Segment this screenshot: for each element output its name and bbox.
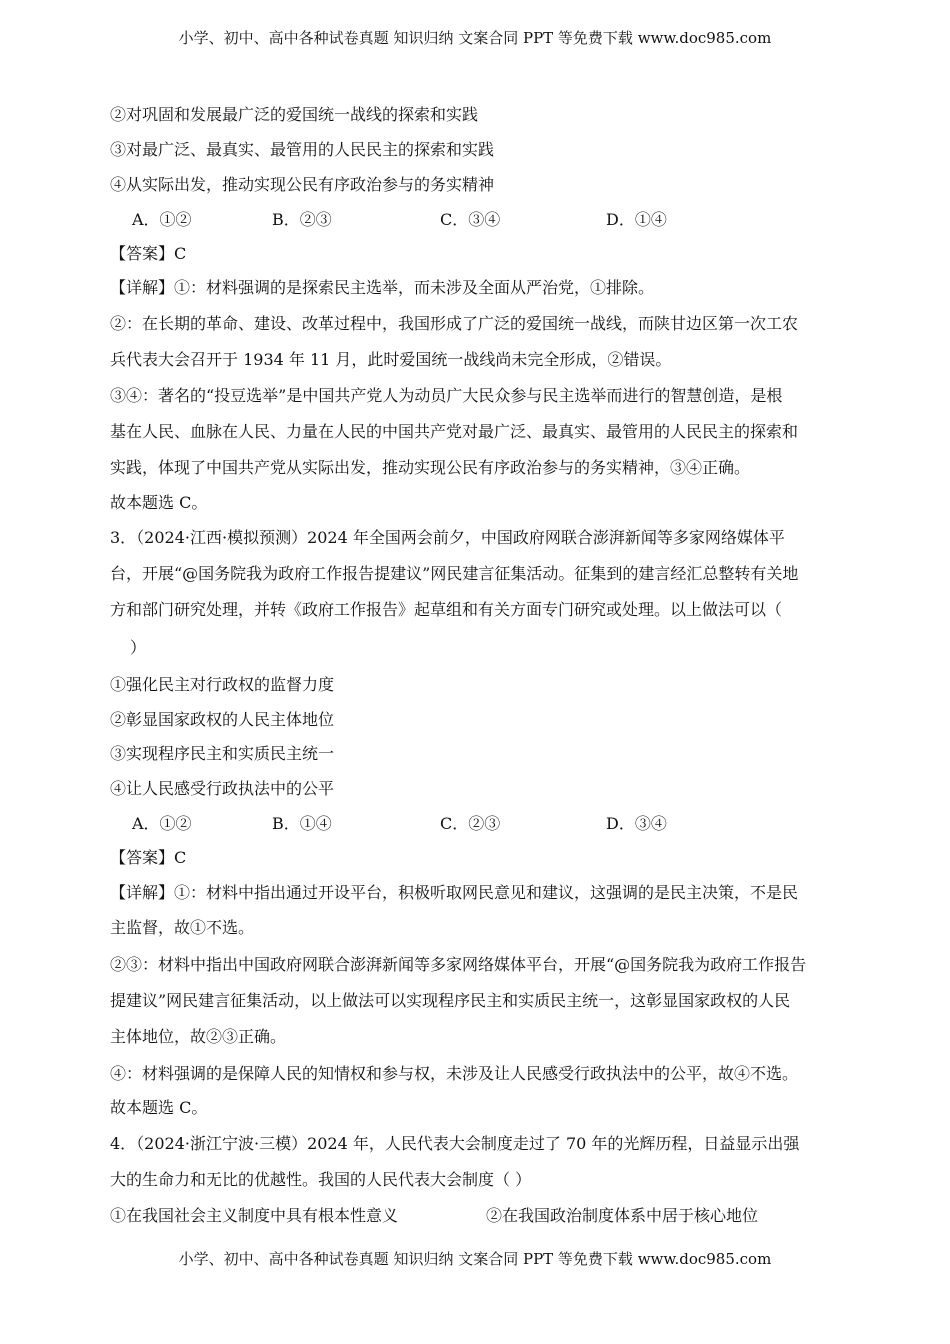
q4-stem-line: 4．（2024·浙江宁波·三模）2024 年，人民代表大会制度走过了 70 年的光辉历程，日益显示出强 — [110, 1134, 800, 1153]
q3-option-a: A．①② — [132, 814, 192, 833]
q2-option-d: D．①④ — [606, 210, 667, 229]
q3-option-c: C．②③ — [440, 814, 501, 833]
q2-explain-line: 故本题选 C。 — [110, 493, 208, 512]
q3-item-4: ④让人民感受行政执法中的公平 — [110, 779, 335, 798]
q3-answer: 【答案】C — [110, 848, 187, 867]
q2-explain-line: 【详解】①：材料强调的是探索民主选举，而未涉及全面从严治党，①排除。 — [110, 278, 655, 297]
q3-stem-line: ） — [130, 638, 147, 657]
q4-item-2: ②在我国政治制度体系中居于核心地位 — [486, 1206, 759, 1225]
q2-explain-line: ③④：著名的“投豆选举”是中国共产党人为动员广大民众参与民主选举而进行的智慧创造，是根 — [110, 386, 783, 405]
q2-option-a: A．①② — [132, 210, 192, 229]
q2-option-c: C．③④ — [440, 210, 501, 229]
q3-item-2: ②彰显国家政权的人民主体地位 — [110, 710, 335, 729]
q3-explain-line: ②③：材料中指出中国政府网联合澎湃新闻等多家网络媒体平台，开展“@国务院我为政府工作报告 — [110, 955, 807, 974]
q3-explain-line: 【详解】①：材料中指出通过开设平台，积极听取网民意见和建议，这强调的是民主决策，不是民 — [110, 883, 799, 902]
q2-explain-line: 基在人民、血脉在人民、力量在人民的中国共产党对最广泛、最真实、最管用的人民民主的探索和 — [110, 422, 799, 441]
q2-explain-line: 实践，体现了中国共产党从实际出发，推动实现公民有序政治参与的务实精神，③④正确。 — [110, 458, 751, 477]
q2-option-b: B．②③ — [272, 210, 332, 229]
q3-item-1: ①强化民主对行政权的监督力度 — [110, 675, 335, 694]
q3-explain-line: ④：材料强调的是保障人民的知情权和参与权，未涉及让人民感受行政执法中的公平，故④不选。 — [110, 1064, 799, 1083]
q3-option-b: B．①④ — [272, 814, 332, 833]
q2-item-3: ③对最广泛、最真实、最管用的人民民主的探索和实践 — [110, 140, 495, 159]
q2-explain-line: ②：在长期的革命、建设、改革过程中，我国形成了广泛的爱国统一战线，而陕甘边区第一次工农 — [110, 314, 799, 333]
q2-item-2: ②对巩固和发展最广泛的爱国统一战线的探索和实践 — [110, 105, 479, 124]
q3-stem-line: 3．（2024·江西·模拟预测）2024 年全国两会前夕，中国政府网联合澎湃新闻等多家网络媒体平 — [110, 528, 785, 547]
page-header: 小学、初中、高中各种试卷真题 知识归纳 文案合同 PPT 等免费下载 www.doc985.com — [178, 29, 772, 47]
q2-explain-line: 兵代表大会召开于 1934 年 11 月，此时爱国统一战线尚未完全形成，②错误。 — [110, 350, 672, 369]
q3-explain-line: 主监督，故①不选。 — [110, 918, 255, 937]
q4-stem-line: 大的生命力和无比的优越性。我国的人民代表大会制度（ ） — [110, 1170, 532, 1189]
q3-explain-line: 提建议”网民建言征集活动，以上做法可以实现程序民主和实质民主统一，这彰显国家政权的人民 — [110, 991, 791, 1010]
q3-explain-line: 故本题选 C。 — [110, 1098, 208, 1117]
q4-item-1: ①在我国社会主义制度中具有根本性意义 — [110, 1206, 399, 1225]
q3-item-3: ③实现程序民主和实质民主统一 — [110, 744, 335, 763]
q3-explain-line: 主体地位，故②③正确。 — [110, 1027, 287, 1046]
q3-option-d: D．③④ — [606, 814, 667, 833]
page-footer: 小学、初中、高中各种试卷真题 知识归纳 文案合同 PPT 等免费下载 www.doc985.com — [178, 1250, 772, 1268]
q2-item-4: ④从实际出发，推动实现公民有序政治参与的务实精神 — [110, 175, 495, 194]
q3-stem-line: 台，开展“@国务院我为政府工作报告提建议”网民建言征集活动。征集到的建言经汇总整转有关地 — [110, 564, 799, 583]
q3-stem-line: 方和部门研究处理，并转《政府工作报告》起草组和有关方面专门研究或处理。以上做法可以（ — [110, 600, 783, 619]
q2-answer: 【答案】C — [110, 244, 187, 263]
